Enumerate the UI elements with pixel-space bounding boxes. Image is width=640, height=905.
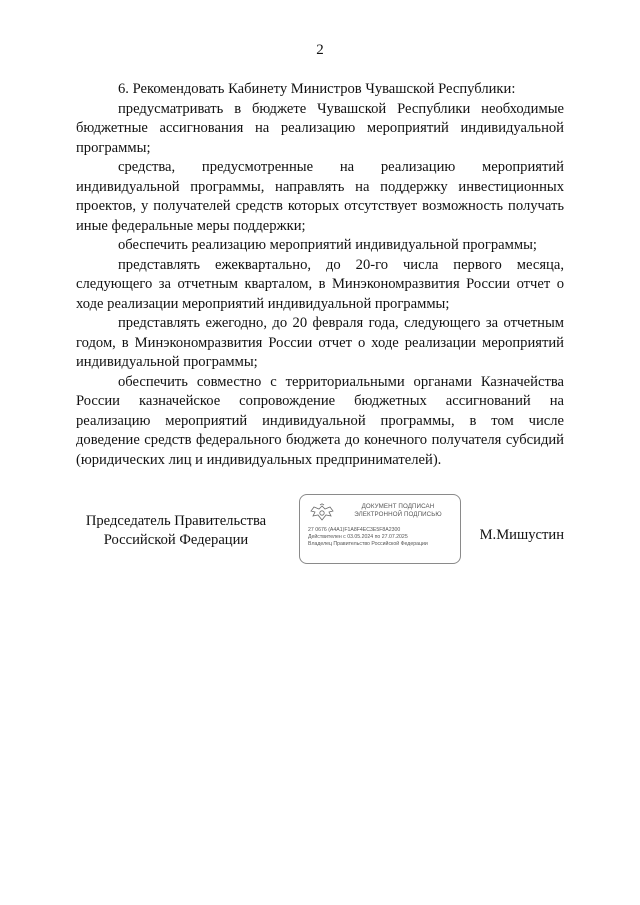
stamp-validity: Действителен с 03.05.2024 по 27.07.2025: [308, 534, 408, 540]
paragraph-heading: 6. Рекомендовать Кабинету Министров Чувашской Республики:: [118, 81, 516, 97]
paragraph-quarterly-report: представлять ежеквартально, до 20-го числа первого месяца, следующего за отчетным кварталом, в Минэкономразвития России отчет о ходе реализации мероприятий индивидуальной программы;: [76, 256, 564, 312]
paragraph-treasury: обеспечить совместно с территориальными органами Казначейства России казначейское сопровождение бюджетных ассигнований на реализацию мероприятий индивидуальной программы, в том числе доведение средств федерального бюджета до конечного получателя субсидий (юридических лиц и индивидуальных предпринимателей).: [76, 373, 564, 468]
signatory-name: М.Мишустин: [479, 527, 564, 543]
signatory-position: [76, 512, 276, 550]
stamp-owner: Владелец Правительство Российской Федерации: [308, 541, 428, 547]
signatory-position-line2: Российской Федерации: [103, 532, 249, 548]
paragraph-budget: предусматривать в бюджете Чувашской Республики необходимые бюджетные ассигнования на реализацию мероприятий индивидуальной программы;: [76, 100, 564, 156]
paragraph-funds: средства, предусмотренные на реализацию мероприятий индивидуальной программы, направлять на поддержку инвестиционных проектов, у получателей средств которых отсутствует возможность получать иные федеральные меры поддержки;: [76, 159, 564, 234]
signatory-position-line1: Председатель Правительства: [85, 513, 267, 529]
electronic-signature-stamp: [299, 494, 461, 564]
page-number: 2: [316, 42, 324, 58]
russian-coat-of-arms-icon: [308, 503, 336, 523]
document-body: [76, 80, 564, 470]
stamp-certificate: 27 0676 (A4A1)F1A8F4EC3E5F8A2300: [308, 527, 401, 533]
paragraph-annual-report: представлять ежегодно, до 20 февраля года, следующего за отчетным годом, в Минэкономразвития России отчет о ходе реализации мероприятий индивидуальной программы;: [76, 315, 564, 370]
paragraph-ensure: обеспечить реализацию мероприятий индивидуальной программы;: [118, 237, 537, 253]
stamp-details: [308, 527, 458, 548]
stamp-title: ДОКУМЕНТ ПОДПИСАН ЭЛЕКТРОННОЙ ПОДПИСЬЮ: [354, 503, 442, 518]
